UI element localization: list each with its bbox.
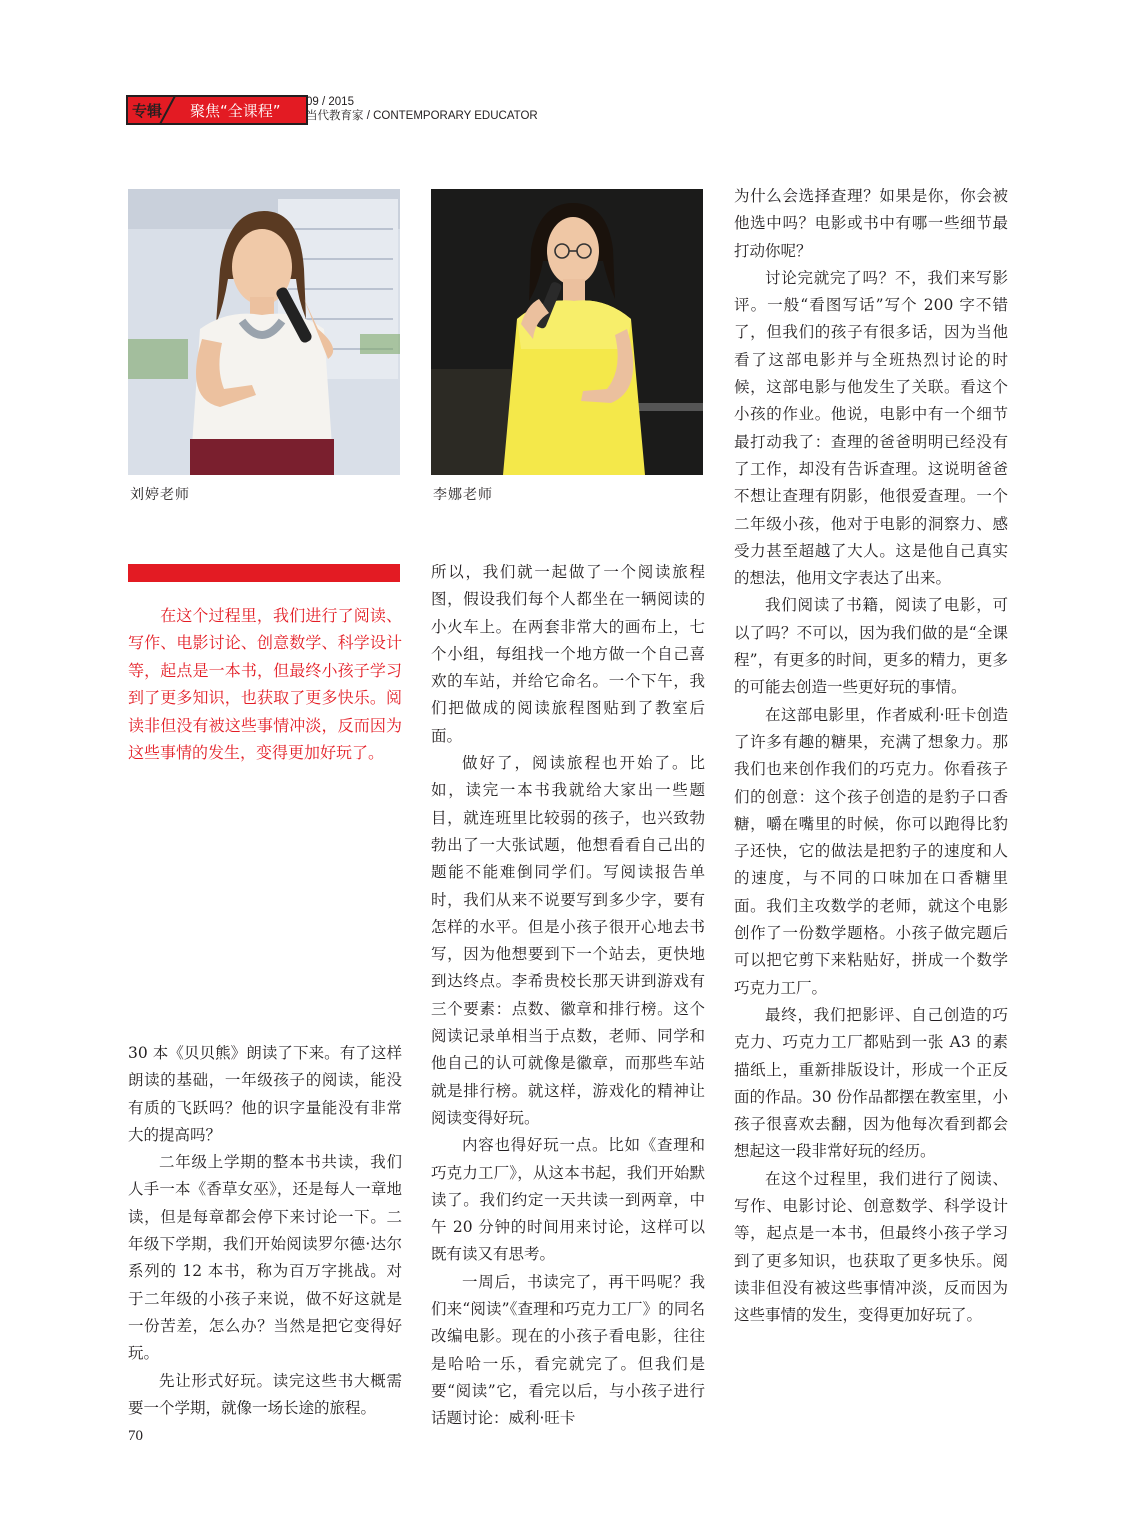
section-label: 专辑 <box>132 102 163 120</box>
paragraph: 为什么会选择查理？如果是你，你会被他选中吗？电影或书中有哪一些细节最打动你呢？ <box>734 187 1008 260</box>
paragraph: 最终，我们把影评、自己创造的巧克力、巧克力工厂都贴到一张 A3 的素描纸上，重新排版设计，形成一个正反面的作品。30 份作品都摆在教室里，小孩子很喜欢去翻，因为他每次看到都会想起这一段非常好玩的经历。 <box>734 1005 1008 1161</box>
issue-number: 09 / 2015 <box>306 96 354 108</box>
photo-caption-2: 李娜老师 <box>433 487 493 503</box>
body-column-3 <box>734 183 1008 1329</box>
paragraph: 讨论完就完了吗？不，我们来写影评。一般“看图写话”写个 200 字不错了，但我们的孩子有很多话，因为当他看了这部电影并与全班热烈讨论的时候，这部电影与他发生了关联。看这个小孩的作业。他说，电影中有一个细节最打动我了：查理的爸爸明明已经没有了工作，却没有告诉查理。这说明爸爸不想让查理有阴影，他很爱查理。一个二年级小孩，他对于电影的洞察力、感受力甚至超越了大人。这是他自己真实的想法，他用文字表达了出来。 <box>734 268 1008 588</box>
teacher-photo-2 <box>431 189 703 475</box>
photo-caption-1: 刘婷老师 <box>130 487 190 503</box>
teacher-1-illustration <box>128 189 400 475</box>
paragraph: 30 本《贝贝熊》朗读了下来。有了这样朗读的基础，一年级孩子的阅读，能没有质的飞跃吗？他的识字量能没有非常大的提高吗？ <box>128 1044 402 1144</box>
paragraph: 先让形式好玩。读完这些书大概需要一个学期，就像一场长途的旅程。 <box>128 1371 402 1417</box>
body-column-2 <box>431 559 705 1433</box>
topic-label: 聚焦“全课程” <box>190 102 281 120</box>
teacher-2-illustration <box>431 189 703 475</box>
magazine-name: 当代教育家 / CONTEMPORARY EDUCATOR <box>306 110 538 122</box>
paragraph: 二年级上学期的整本书共读，我们人手一本《香草女巫》，还是每人一章地读，但是每章都会停下来讨论一下。二年级下学期，我们开始阅读罗尔德·达尔系列的 12 本书，称为百万字挑战。对于二年级的小孩子来说，做不好这就是一份苦差，怎么办？当然是把它变得好玩。 <box>128 1153 402 1363</box>
pull-quote-bar <box>128 564 400 582</box>
body-column-1 <box>128 1040 402 1422</box>
paragraph: 所以，我们就一起做了一个阅读旅程图，假设我们每个人都坐在一辆阅读的小火车上。在两套非常大的画布上，七个小组，每组找一个地方做一个自己喜欢的车站，并给它命名。一个下午，我们把做成的阅读旅程图贴到了教室后面。 <box>431 563 705 745</box>
pull-quote <box>128 602 402 766</box>
paragraph: 一周后，书读完了，再干吗呢？我们来“阅读”《查理和巧克力工厂》的同名改编电影。现在的小孩子看电影，往往是哈哈一乐，看完就完了。但我们是要“阅读”它，看完以后，与小孩子进行话题讨论：威利·旺卡 <box>431 1272 705 1428</box>
pull-quote-text: 在这个过程里，我们进行了阅读、写作、电影讨论、创意数学、科学设计等，起点是一本书，但最终小孩子学习到了更多知识，也获取了更多快乐。阅读非但没有被这些事情冲淡，反而因为这些事情的发生，变得更加好玩了。 <box>128 606 402 763</box>
page-number: 70 <box>128 1428 143 1444</box>
teacher-photo-1 <box>128 189 400 475</box>
paragraph: 在这部电影里，作者威利·旺卡创造了许多有趣的糖果，充满了想象力。那我们也来创作我们的巧克力。你看孩子们的创意：这个孩子创造的是豹子口香糖，嚼在嘴里的时候，你可以跑得比豹子还快，它的做法是把豹子的速度和人的速度，与不同的口味加在口香糖里面。我们主攻数学的老师，就这个电影创作了一份数学题格。小孩子做完题后可以把它剪下来粘贴好，拼成一个数学巧克力工厂。 <box>734 705 1008 997</box>
paragraph: 我们阅读了书籍，阅读了电影，可以了吗？不可以，因为我们做的是“全课程”，有更多的时间，更多的精力，更多的可能去创造一些更好玩的事情。 <box>734 596 1008 697</box>
section-badge <box>126 95 308 125</box>
paragraph: 做好了，阅读旅程也开始了。比如，读完一本书我就给大家出一些题目，就连班里比较弱的孩子，也兴致勃勃出了一大张试题，他想看看自己出的题能不能难倒同学们。写阅读报告单时，我们从来不说要写到多少字，要有怎样的水平。但是小孩子很开心地去书写，因为他想要到下一个站去，更快地到达终点。李希贵校长那天讲到游戏有三个要素：点数、徽章和排行榜。这个阅读记录单相当于点数，老师、同学和他自己的认可就像是徽章，而那些车站就是排行榜。就这样，游戏化的精神让阅读变得好玩。 <box>431 754 705 1127</box>
paragraph: 在这个过程里，我们进行了阅读、写作、电影讨论、创意数学、科学设计等，起点是一本书，但最终小孩子学习到了更多知识，也获取了更多快乐。阅读非但没有被这些事情冲淡，反而因为这些事情的发生，变得更加好玩了。 <box>734 1169 1008 1325</box>
issue-info <box>306 95 538 123</box>
paragraph: 内容也得好玩一点。比如《查理和巧克力工厂》，从这本书起，我们开始默读了。我们约定一天共读一到两章，中午 20 分钟的时间用来讨论，这样可以既有读又有思考。 <box>431 1136 705 1264</box>
